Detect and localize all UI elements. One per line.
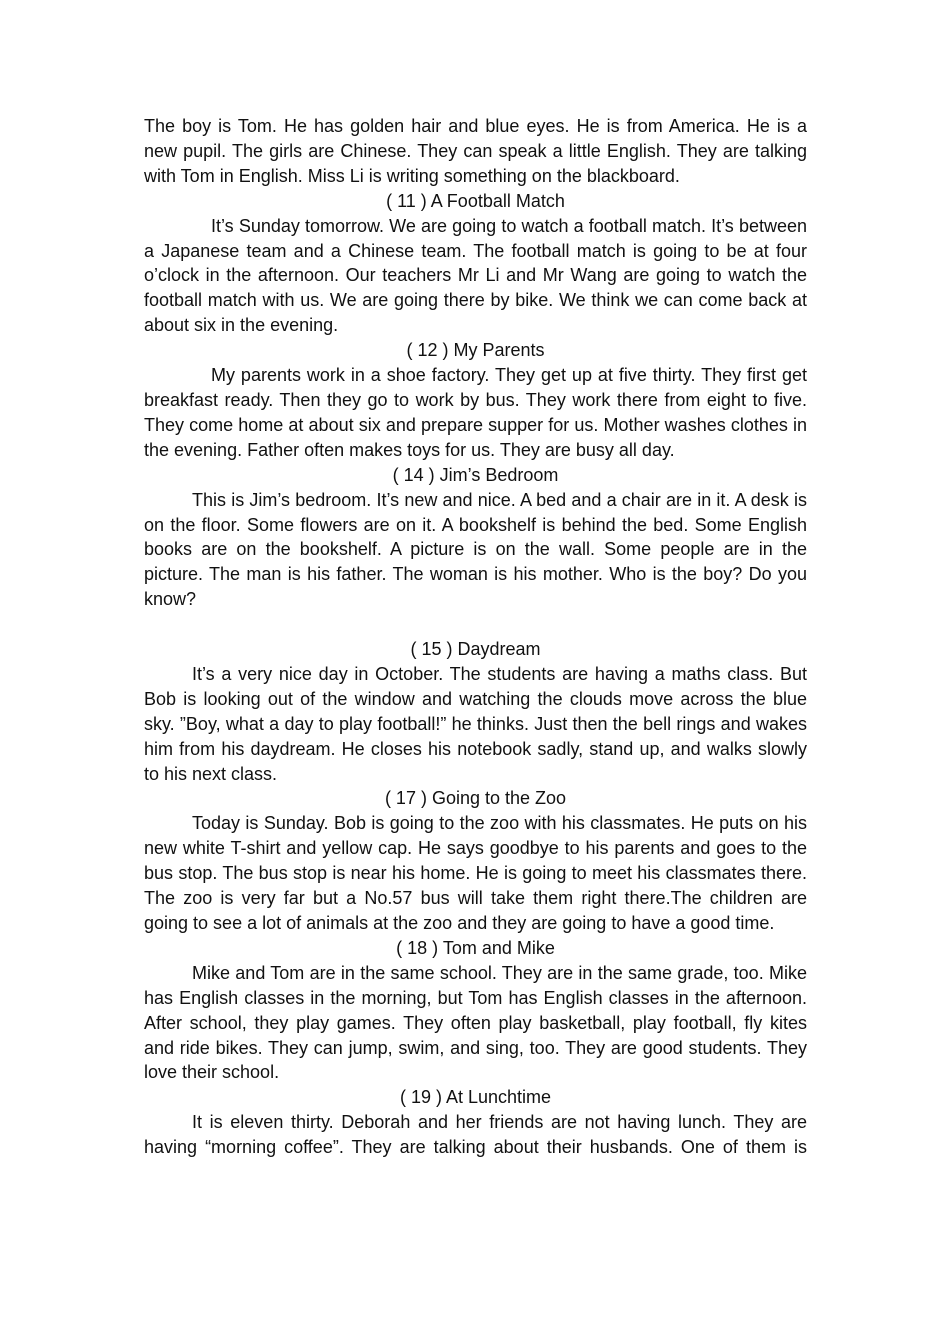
passage-title-football-match: ( 11 ) A Football Match — [386, 190, 565, 211]
passage-body-daydream: It’s a very nice day in October. The students are having a maths class. But Bob is looking out of the window and watching the clouds move across the blue sky. ”Boy, what a day to play football!” he thinks. Just then the bell rings and wakes him from his daydream. He closes his notebook sadly, stand up, and walks slowly to his next class. — [144, 663, 807, 784]
passage-body-jims-bedroom: This is Jim’s bedroom. It’s new and nice. A bed and a chair are in it. A desk is on the floor. Some flowers are on it. A bookshelf is behind the bed. Some English books are on the bookshelf. A picture is on the wall. Some people are in the picture. The man is his father. The woman is his mother. Who is the boy? Do you know? — [144, 489, 807, 610]
passage-title-my-parents: ( 12 ) My Parents — [406, 340, 545, 361]
passage-body-at-lunchtime: It is eleven thirty. Deborah and her friends are not having lunch. They are having “morning coffee”. They are talking about their husbands. One of them is — [144, 1112, 807, 1158]
passage-title-going-to-the-zoo: ( 17 ) Going to the Zoo — [384, 788, 567, 809]
passage-body-going-to-the-zoo: Today is Sunday. Bob is going to the zoo with his classmates. He puts on his new white T-shirt and yellow cap. He says goodbye to his parents and goes to the bus stop. The bus stop is near his home. He is going to meet his classmates there. The zoo is very far but a No.57 bus will take them right there.The children are going to see a lot of animals at the zoo and they are going to have a good time. — [144, 813, 807, 933]
document-page — [144, 114, 807, 1160]
passage-body-football-match: It’s Sunday tomorrow. We are going to watch a football match. It’s between a Japanese team and a Chinese team. The football match is going to be at four o’clock in the afternoon. Our teachers Mr Li and Mr Wang are going to watch the football match with us. We are going there by bike. We think we can come back at about six in the evening. — [144, 215, 807, 336]
passage-title-tom-and-mike: ( 18 ) Tom and Mike — [396, 937, 555, 958]
passage-title-at-lunchtime: ( 19 ) At Lunchtime — [399, 1087, 552, 1108]
passage-title-daydream: ( 15 ) Daydream — [410, 639, 541, 660]
blank-line — [144, 612, 807, 637]
intro-paragraph: The boy is Tom. He has golden hair and blue eyes. He is from America. He is a new pupil. The girls are Chinese. They can speak a little English. They are talking with Tom in English. Miss Li is writing something on the blackboard. — [144, 116, 807, 186]
passage-body-tom-and-mike: Mike and Tom are in the same school. They are in the same grade, too. Mike has English classes in the morning, but Tom has English classes in the afternoon. After school, they play games. They often play basketball, play football, fly kites and ride bikes. They can jump, swim, and sing, too. They are good students. They love their school. — [144, 962, 807, 1083]
passage-body-my-parents: My parents work in a shoe factory. They get up at five thirty. They first get breakfast ready. Then they go to work by bus. They work there from eight to five. They come home at about six and prepare supper for us. Mother washes clothes in the evening. Father often makes toys for us. They are busy all day. — [144, 365, 807, 460]
passage-title-jims-bedroom: ( 14 ) Jim’s Bedroom — [392, 464, 559, 485]
